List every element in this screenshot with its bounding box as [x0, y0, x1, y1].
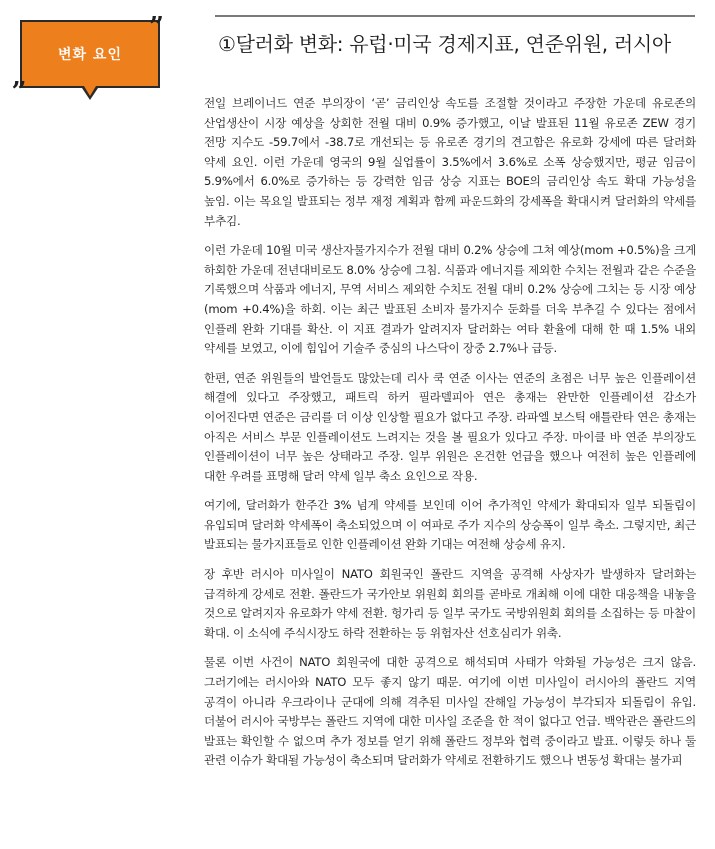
paragraph: 전일 브레이너드 연준 부의장이 ‘곧’ 금리인상 속도를 조절할 것이라고 주장한 가운데 유로존의 산업생산이 시장 예상을 상회한 전월 대비 0.9% 증가했고, 이날 발표된 11월 유로존 ZEW 경기 전망 지수도 -59.7에서 -38.7로 개선되는 등 유로존 경기의 견고함은 유로화 강세에 따른 달러화 약세 요인. 이런 가운데 영국의 9월 실업률이 3.5%에서 3.6%로 소폭 상승했지만, 평균 임금이 5.9%에서 6.0%로 증가하는 등 강력한 임금 상승 지표는 BOE의 금리인상 속도 확대 가능성을 높임. 이는 목요일 발표되는 정부 재정 계획과 함께 파운드화의 강세폭을 확대시켜 달러화의 약세를 부추김. — [204, 96, 696, 228]
badge-tail-fill — [84, 86, 96, 96]
quote-close-icon: ” — [149, 12, 164, 42]
paragraph: 물론 이번 사건이 NATO 회원국에 대한 공격으로 해석되며 사태가 악화될 가능성은 크지 않음. 그러기에는 러시아와 NATO 모두 좋지 않기 때문. 여기에 이번 미사일이 러시아의 폴란드 지역 공격이 아니라 우크라이나 군대에 의해 격추된 미사일 잔해일 가능성이 부각되자 되돌림이 유입. 더불어 러시아 국방부는 폴란드 지역에 대한 미사일 조준을 한 적이 없다고 언급. 백악관은 폴란드의 발표는 확인할 수 없으며 추가 정보를 얻기 위해 폴란드 정부와 협력 중이라고 발표. 이렇듯 하나 둘 관련 이슈가 확대될 가능성이 축소되며 달러화가 약세로 전환하기도 했으나 변동성 확대는 불가피 — [204, 655, 696, 768]
paragraph: 여기에, 달러화가 한주간 3% 넘게 약세를 보인데 이어 추가적인 약세가 확대되자 일부 되돌림이 유입되며 달러화 약세폭이 축소되었으며 이 여파로 주가 지수의 상승폭이 일부 축소. 그렇지만, 최근 발표되는 물가지표들로 인한 인플레이션 완화 기대는 여전해 상승세 유지. — [204, 498, 696, 552]
paragraph: 한편, 연준 위원들의 발언들도 많았는데 리사 쿡 연준 이사는 연준의 초점은 너무 높은 인플레이션 해결에 있다고 주장했고, 패트릭 하커 필라델피아 연은 총재는 완만한 인플레이션 감소가 이어진다면 연준은 금리를 더 이상 인상할 필요가 없다고 주장. 라파엘 보스틱 애틀란타 연은 총재는 아직은 서비스 부문 인플레이션도 느려지는 것을 볼 필요가 있다고 주장. 마이클 바 연준 부의장도 인플레이션이 너무 높은 상태라고 주장. 일부 위원은 온건한 언급을 했으나 여전히 높은 인플레에 대한 우려를 표명해 달러 약세 일부 축소 요인으로 작용. — [204, 370, 696, 483]
paragraph: 장 후반 러시아 미사일이 NATO 회원국인 폴란드 지역을 공격해 사상자가 발생하자 달러화는 급격하게 강세로 전환. 폴란드가 국가안보 위원회 회의를 곧바로 개최해 이에 대한 대응책을 내놓을 것으로 알려지자 유로화가 약세 전환. 헝가리 등 일부 국가도 국방위원회 회의를 소집하는 등 마찰이 확대. 이 소식에 주식시장도 하락 전환하는 등 위험자산 선호심리가 위축. — [204, 567, 696, 640]
section-title: ①달러화 변화: 유럽·미국 경제지표, 연준위원, 러시아 — [218, 32, 671, 56]
badge-box — [20, 20, 160, 88]
paragraph: 이런 가운데 10월 미국 생산자물가지수가 전월 대비 0.2% 상승에 그쳐 예상(mom +0.5%)을 크게 하회한 가운데 전년대비로도 8.0% 상승에 그침. 식품과 에너지를 제외한 수치는 전월과 같은 수준을 기록했으며 삭품과 에너지, 무역 서비스 제외한 수치도 전월 대비 0.2% 상승에 그치는 등 시장 예상(mom +0.4%)을 하회. 이는 최근 발표된 소비자 물가지수 둔화를 더욱 부추길 수 있다는 점에서 인플레 완화 기대를 확산. 이 지표 결과가 알려지자 달러화는 여타 환율에 대해 한 때 1.5% 내외 약세를 보였고, 이에 힘입어 기술주 중심의 나스닥이 장중 2.7%나 급등. — [204, 243, 696, 356]
section-badge — [12, 14, 172, 114]
badge-label: 변화 요인 — [58, 47, 122, 63]
quote-open-icon: „ — [12, 62, 27, 92]
top-rule — [215, 15, 695, 17]
body-text — [204, 94, 696, 781]
